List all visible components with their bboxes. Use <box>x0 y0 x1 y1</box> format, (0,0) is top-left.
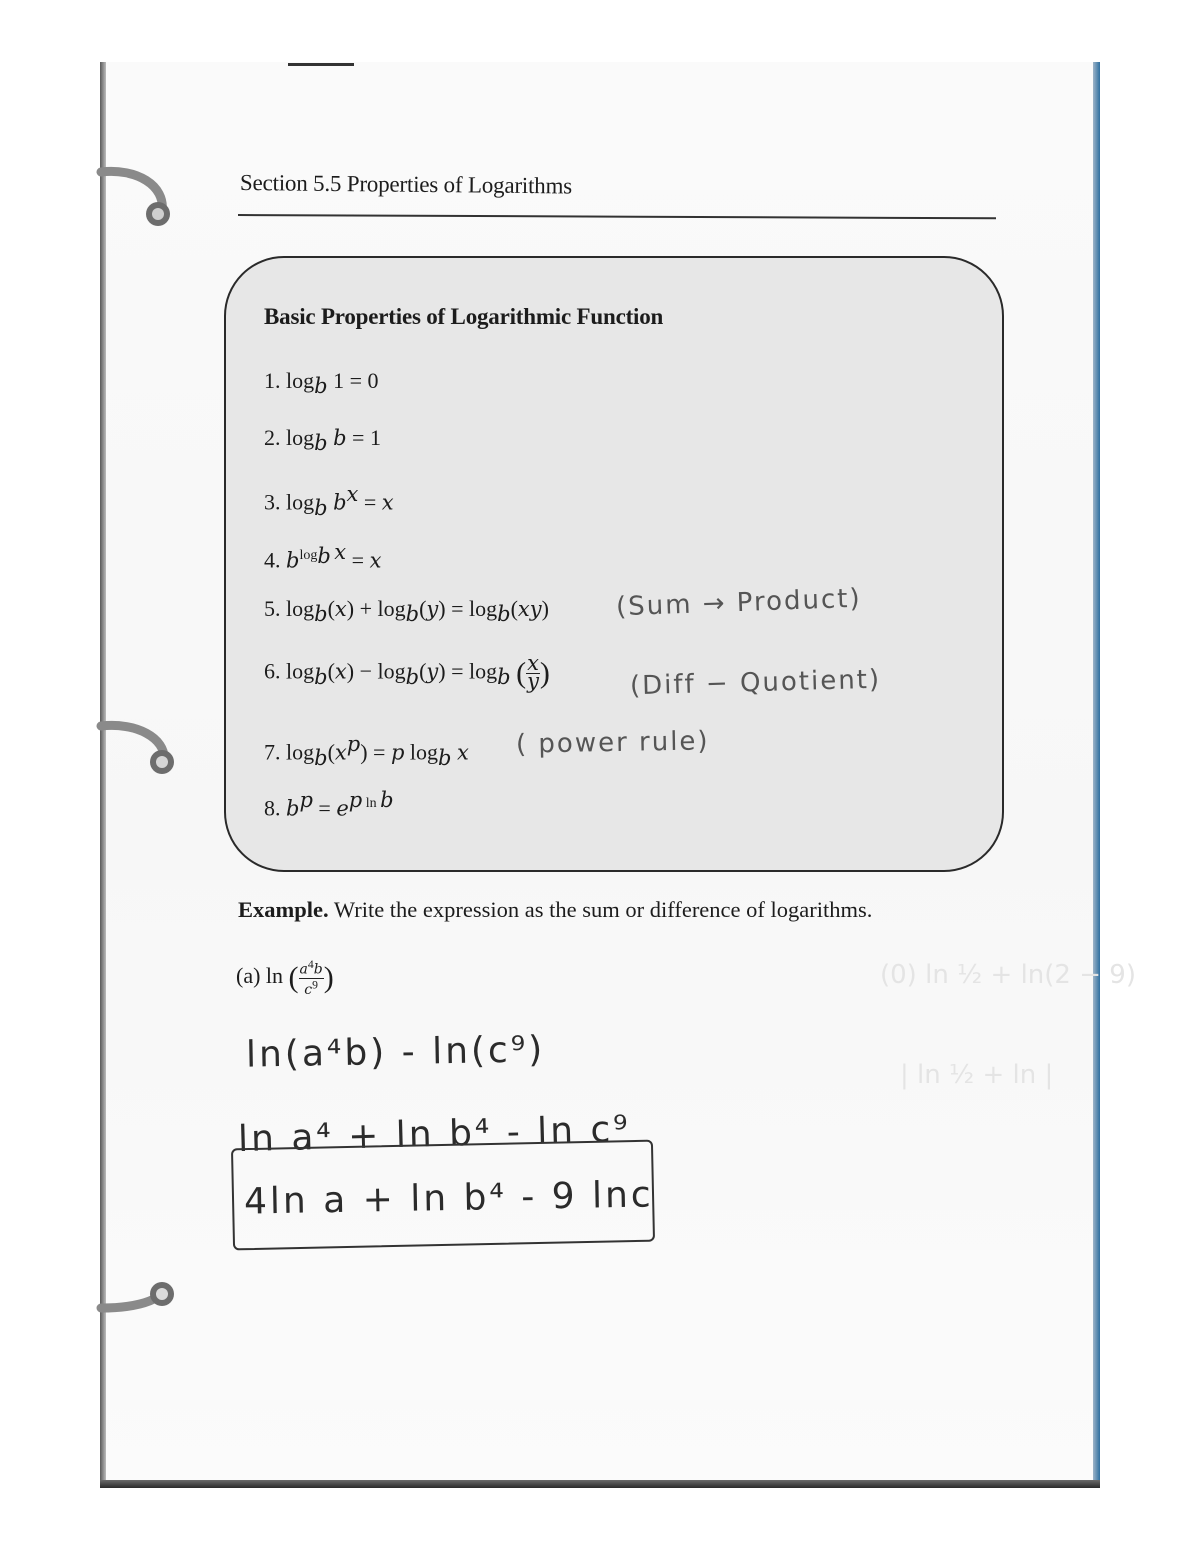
property-item-4: 4. $b^{log_b x} = x$ <box>264 540 382 573</box>
property-item-8: 8. $b^p = e^{p ln b}$ <box>264 788 394 821</box>
example-prompt-text: Write the expression as the sum or difference of logarithms. <box>333 897 873 922</box>
part-a-fraction: $\frac{a^4b}{c^9}$ <box>299 958 323 999</box>
binder-ring-middle-icon <box>96 716 186 806</box>
handwritten-note-sum-product: (Sum → Product) <box>615 583 863 623</box>
property-item-5: 5. $\log_b(x) + \log_b(y) = \log_b(xy)$ <box>264 596 549 627</box>
handwritten-final-answer: 4ln a + ln b⁴ - 9 lnc <box>243 1174 654 1223</box>
binder-ring-bottom-icon <box>96 1272 186 1362</box>
section-title: Section 5.5 Properties of Logarithms <box>239 170 573 199</box>
example-prompt <box>238 897 872 923</box>
handwritten-step-1: ln(a⁴b) - ln(c⁹) <box>245 1029 546 1076</box>
binder-ring-top-icon <box>96 160 186 250</box>
page-right-edge <box>1093 62 1100 1488</box>
handwritten-note-diff-quotient: (Diff − Quotient) <box>629 664 882 702</box>
property-item-2: 2. $\log_b b = 1$ <box>264 425 381 456</box>
bleed-through-mark: (0) ln ½ + ln(2 − 9) <box>880 960 1136 990</box>
property-item-6: 6. $\log_b(x) - \log_b(y) = \log_b$ ( $\frac{x}{y}$) <box>264 651 550 693</box>
page-top-mark <box>288 63 354 66</box>
property-item-3: 3. $\log_b b^x = x$ <box>264 482 394 520</box>
handwritten-note-power-rule: ( power rule) <box>515 726 710 760</box>
example-part-a: (a) ln ( $\frac{a^4b}{c^9}$) <box>236 958 334 999</box>
property-item-7: 7. $\log_b(x^p) = p$ $\log_b x$ <box>264 732 469 770</box>
page-bottom-edge <box>100 1480 1100 1488</box>
properties-heading: Basic Properties of Logarithmic Function <box>264 304 664 329</box>
property-item-1: 1. $\log_b 1 = 0$ <box>264 368 379 399</box>
example-label: Example. <box>238 897 329 922</box>
handwritten-step-2: ln a⁴ + ln b⁴ - ln c⁹ <box>237 1108 632 1161</box>
part-a-label: (a) ln <box>236 963 284 989</box>
bleed-through-mark: | ln ½ + ln | <box>900 1060 1054 1090</box>
